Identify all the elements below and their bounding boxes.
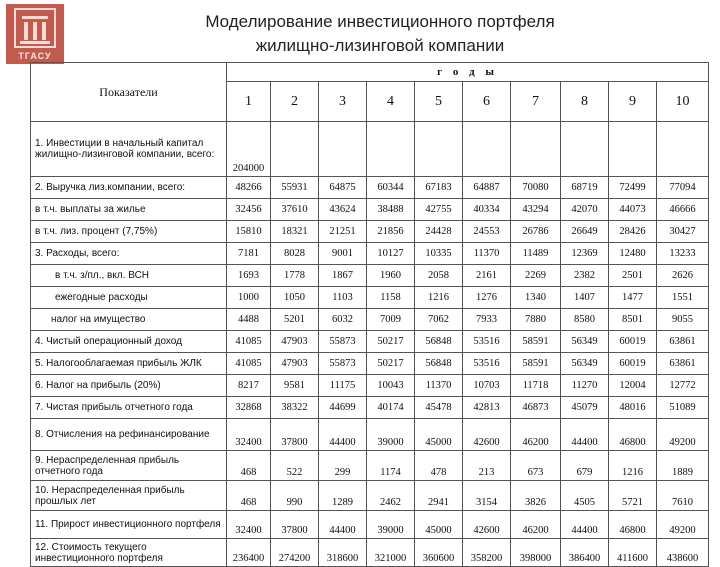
value-cell: 44699	[319, 397, 367, 419]
value-cell: 5201	[271, 309, 319, 331]
value-cell: 7181	[227, 243, 271, 265]
value-cell: 1050	[271, 287, 319, 309]
table-row	[31, 481, 709, 511]
value-cell: 42813	[463, 397, 511, 419]
value-cell: 40334	[463, 199, 511, 221]
row-label: 6. Налог на прибыль (20%)	[31, 375, 227, 397]
value-cell: 32456	[227, 199, 271, 221]
row-label: 5. Налогооблагаемая прибыль ЖЛК	[31, 353, 227, 375]
value-cell: 55873	[319, 353, 367, 375]
row-label: 3. Расходы, всего:	[31, 243, 227, 265]
title-line-1: Моделирование инвестиционного портфеля	[205, 12, 555, 31]
value-cell: 26649	[561, 221, 609, 243]
value-cell: 63861	[657, 353, 709, 375]
value-cell: 7610	[657, 481, 709, 511]
value-cell: 478	[415, 451, 463, 481]
investment-portfolio-table	[30, 62, 709, 567]
year-header-cell: 5	[415, 82, 463, 122]
table-row	[31, 331, 709, 353]
value-cell: 32400	[227, 419, 271, 451]
value-cell: 77094	[657, 177, 709, 199]
table-row	[31, 265, 709, 287]
value-cell: 8217	[227, 375, 271, 397]
value-cell: 45478	[415, 397, 463, 419]
years-header: г о д ы	[227, 63, 709, 82]
value-cell: 68719	[561, 177, 609, 199]
table-row	[31, 122, 709, 177]
value-cell: 990	[271, 481, 319, 511]
value-cell: 60019	[609, 353, 657, 375]
value-cell: 321000	[367, 539, 415, 567]
value-cell	[511, 122, 561, 177]
value-cell: 9055	[657, 309, 709, 331]
value-cell: 42600	[463, 511, 511, 539]
value-cell: 358200	[463, 539, 511, 567]
value-cell: 46800	[609, 419, 657, 451]
row-label: 9. Нераспределенная прибыль отчетного года	[31, 451, 227, 481]
value-cell: 11270	[561, 375, 609, 397]
value-cell: 1340	[511, 287, 561, 309]
value-cell: 32868	[227, 397, 271, 419]
year-header-cell: 9	[609, 82, 657, 122]
row-label: в т.ч. выплаты за жилье	[31, 199, 227, 221]
value-cell: 1289	[319, 481, 367, 511]
value-cell: 43294	[511, 199, 561, 221]
value-cell	[657, 122, 709, 177]
value-cell: 45079	[561, 397, 609, 419]
value-cell: 7880	[511, 309, 561, 331]
value-cell: 41085	[227, 353, 271, 375]
value-cell: 1158	[367, 287, 415, 309]
value-cell: 360600	[415, 539, 463, 567]
value-cell: 28426	[609, 221, 657, 243]
value-cell: 10703	[463, 375, 511, 397]
table-row	[31, 511, 709, 539]
row-label: ежегодные расходы	[31, 287, 227, 309]
value-cell: 46200	[511, 419, 561, 451]
year-header-cell: 6	[463, 82, 511, 122]
value-cell: 12369	[561, 243, 609, 265]
value-cell: 4488	[227, 309, 271, 331]
value-cell: 11489	[511, 243, 561, 265]
row-label: 10. Нераспределенная прибыль прошлых лет	[31, 481, 227, 511]
value-cell: 44400	[561, 511, 609, 539]
value-cell: 236400	[227, 539, 271, 567]
value-cell: 468	[227, 481, 271, 511]
value-cell: 468	[227, 451, 271, 481]
value-cell: 1174	[367, 451, 415, 481]
table-row	[31, 177, 709, 199]
value-cell: 58591	[511, 353, 561, 375]
university-logo	[6, 4, 64, 64]
value-cell	[271, 122, 319, 177]
value-cell: 2382	[561, 265, 609, 287]
value-cell: 1693	[227, 265, 271, 287]
value-cell: 11370	[463, 243, 511, 265]
value-cell: 64887	[463, 177, 511, 199]
value-cell: 15810	[227, 221, 271, 243]
row-label: 2. Выручка лиз.компании, всего:	[31, 177, 227, 199]
table-row	[31, 221, 709, 243]
value-cell: 47903	[271, 331, 319, 353]
value-cell	[367, 122, 415, 177]
year-header-cell: 8	[561, 82, 609, 122]
value-cell: 63861	[657, 331, 709, 353]
table-row	[31, 375, 709, 397]
value-cell: 2269	[511, 265, 561, 287]
value-cell: 37610	[271, 199, 319, 221]
value-cell: 11718	[511, 375, 561, 397]
table-row	[31, 199, 709, 221]
value-cell: 38322	[271, 397, 319, 419]
value-cell: 26786	[511, 221, 561, 243]
value-cell: 4505	[561, 481, 609, 511]
row-label: 11. Прирост инвестиционного портфеля	[31, 511, 227, 539]
value-cell: 11175	[319, 375, 367, 397]
value-cell: 673	[511, 451, 561, 481]
value-cell: 1867	[319, 265, 367, 287]
value-cell: 39000	[367, 419, 415, 451]
row-label: 4. Чистый операционный доход	[31, 331, 227, 353]
value-cell: 2941	[415, 481, 463, 511]
row-label: 1. Инвестиции в начальный капитал жилищно-лизинговой компании, всего:	[31, 122, 227, 177]
value-cell	[415, 122, 463, 177]
value-cell: 44400	[561, 419, 609, 451]
value-cell: 56349	[561, 353, 609, 375]
value-cell: 38488	[367, 199, 415, 221]
value-cell: 8580	[561, 309, 609, 331]
value-cell: 1778	[271, 265, 319, 287]
value-cell: 24553	[463, 221, 511, 243]
value-cell: 60019	[609, 331, 657, 353]
value-cell: 9581	[271, 375, 319, 397]
value-cell: 1103	[319, 287, 367, 309]
row-label: 8. Отчисления на рефинансирование	[31, 419, 227, 451]
value-cell: 48266	[227, 177, 271, 199]
value-cell: 47903	[271, 353, 319, 375]
value-cell: 41085	[227, 331, 271, 353]
table-row	[31, 397, 709, 419]
value-cell: 44400	[319, 511, 367, 539]
value-cell: 55931	[271, 177, 319, 199]
value-cell: 30427	[657, 221, 709, 243]
value-cell: 43624	[319, 199, 367, 221]
value-cell: 2626	[657, 265, 709, 287]
value-cell: 12480	[609, 243, 657, 265]
value-cell: 3826	[511, 481, 561, 511]
value-cell: 49200	[657, 419, 709, 451]
value-cell: 50217	[367, 331, 415, 353]
value-cell	[561, 122, 609, 177]
value-cell: 44400	[319, 419, 367, 451]
value-cell: 1889	[657, 451, 709, 481]
indicator-header: Показатели	[31, 63, 227, 122]
value-cell: 64875	[319, 177, 367, 199]
year-header-cell: 7	[511, 82, 561, 122]
table-row	[31, 539, 709, 567]
value-cell	[609, 122, 657, 177]
value-cell: 44073	[609, 199, 657, 221]
value-cell: 12772	[657, 375, 709, 397]
value-cell: 72499	[609, 177, 657, 199]
value-cell: 39000	[367, 511, 415, 539]
table-row	[31, 353, 709, 375]
value-cell: 49200	[657, 511, 709, 539]
value-cell: 42755	[415, 199, 463, 221]
logo-caption: ТГАСУ	[18, 51, 52, 61]
value-cell: 37800	[271, 419, 319, 451]
year-header-cell: 4	[367, 82, 415, 122]
value-cell: 46666	[657, 199, 709, 221]
value-cell: 1216	[609, 451, 657, 481]
title-line-2: жилищно-лизинговой компании	[255, 36, 505, 55]
value-cell: 398000	[511, 539, 561, 567]
value-cell: 32400	[227, 511, 271, 539]
value-cell: 42600	[463, 419, 511, 451]
year-header-cell: 10	[657, 82, 709, 122]
table-row	[31, 287, 709, 309]
value-cell: 55873	[319, 331, 367, 353]
value-cell: 7009	[367, 309, 415, 331]
value-cell: 24428	[415, 221, 463, 243]
value-cell: 12004	[609, 375, 657, 397]
value-cell: 386400	[561, 539, 609, 567]
value-cell: 679	[561, 451, 609, 481]
value-cell: 70080	[511, 177, 561, 199]
value-cell: 9001	[319, 243, 367, 265]
value-cell	[319, 122, 367, 177]
value-cell: 2058	[415, 265, 463, 287]
value-cell	[463, 122, 511, 177]
value-cell: 318600	[319, 539, 367, 567]
value-cell: 299	[319, 451, 367, 481]
value-cell: 8501	[609, 309, 657, 331]
value-cell: 10335	[415, 243, 463, 265]
value-cell: 45000	[415, 511, 463, 539]
value-cell: 3154	[463, 481, 511, 511]
table-row	[31, 309, 709, 331]
row-label: 12. Стоимость текущего инвестиционного портфеля	[31, 539, 227, 567]
value-cell: 10127	[367, 243, 415, 265]
value-cell: 411600	[609, 539, 657, 567]
value-cell: 1960	[367, 265, 415, 287]
value-cell: 438600	[657, 539, 709, 567]
value-cell: 48016	[609, 397, 657, 419]
value-cell: 1551	[657, 287, 709, 309]
value-cell: 10043	[367, 375, 415, 397]
value-cell: 21251	[319, 221, 367, 243]
value-cell: 46873	[511, 397, 561, 419]
value-cell: 58591	[511, 331, 561, 353]
year-header-cell: 2	[271, 82, 319, 122]
value-cell: 42070	[561, 199, 609, 221]
value-cell: 1407	[561, 287, 609, 309]
value-cell: 21856	[367, 221, 415, 243]
value-cell: 522	[271, 451, 319, 481]
value-cell: 18321	[271, 221, 319, 243]
value-cell: 1000	[227, 287, 271, 309]
value-cell: 37800	[271, 511, 319, 539]
table-row	[31, 243, 709, 265]
value-cell: 56349	[561, 331, 609, 353]
value-cell: 7933	[463, 309, 511, 331]
value-cell: 53516	[463, 331, 511, 353]
year-header-cell: 1	[227, 82, 271, 122]
row-label: налог на имущество	[31, 309, 227, 331]
value-cell: 46800	[609, 511, 657, 539]
value-cell: 8028	[271, 243, 319, 265]
table-row	[31, 451, 709, 481]
year-header-cell: 3	[319, 82, 367, 122]
value-cell: 45000	[415, 419, 463, 451]
value-cell: 13233	[657, 243, 709, 265]
value-cell: 40174	[367, 397, 415, 419]
row-label: в т.ч. з/пл., вкл. ВСН	[31, 265, 227, 287]
row-label: в т.ч. лиз. процент (7,75%)	[31, 221, 227, 243]
value-cell: 5721	[609, 481, 657, 511]
value-cell: 2462	[367, 481, 415, 511]
value-cell: 1276	[463, 287, 511, 309]
value-cell: 56848	[415, 331, 463, 353]
value-cell: 7062	[415, 309, 463, 331]
row-label: 7. Чистая прибыль отчетного года	[31, 397, 227, 419]
value-cell: 50217	[367, 353, 415, 375]
value-cell: 6032	[319, 309, 367, 331]
page-title	[120, 10, 640, 58]
value-cell: 53516	[463, 353, 511, 375]
value-cell: 2501	[609, 265, 657, 287]
table-row	[31, 419, 709, 451]
value-cell: 51089	[657, 397, 709, 419]
value-cell: 56848	[415, 353, 463, 375]
value-cell: 1477	[609, 287, 657, 309]
value-cell: 60344	[367, 177, 415, 199]
value-cell: 204000	[227, 122, 271, 177]
value-cell: 46200	[511, 511, 561, 539]
value-cell: 67183	[415, 177, 463, 199]
value-cell: 11370	[415, 375, 463, 397]
value-cell: 213	[463, 451, 511, 481]
value-cell: 274200	[271, 539, 319, 567]
value-cell: 1216	[415, 287, 463, 309]
table-body	[31, 122, 709, 567]
value-cell: 2161	[463, 265, 511, 287]
building-emblem-icon	[14, 8, 56, 48]
